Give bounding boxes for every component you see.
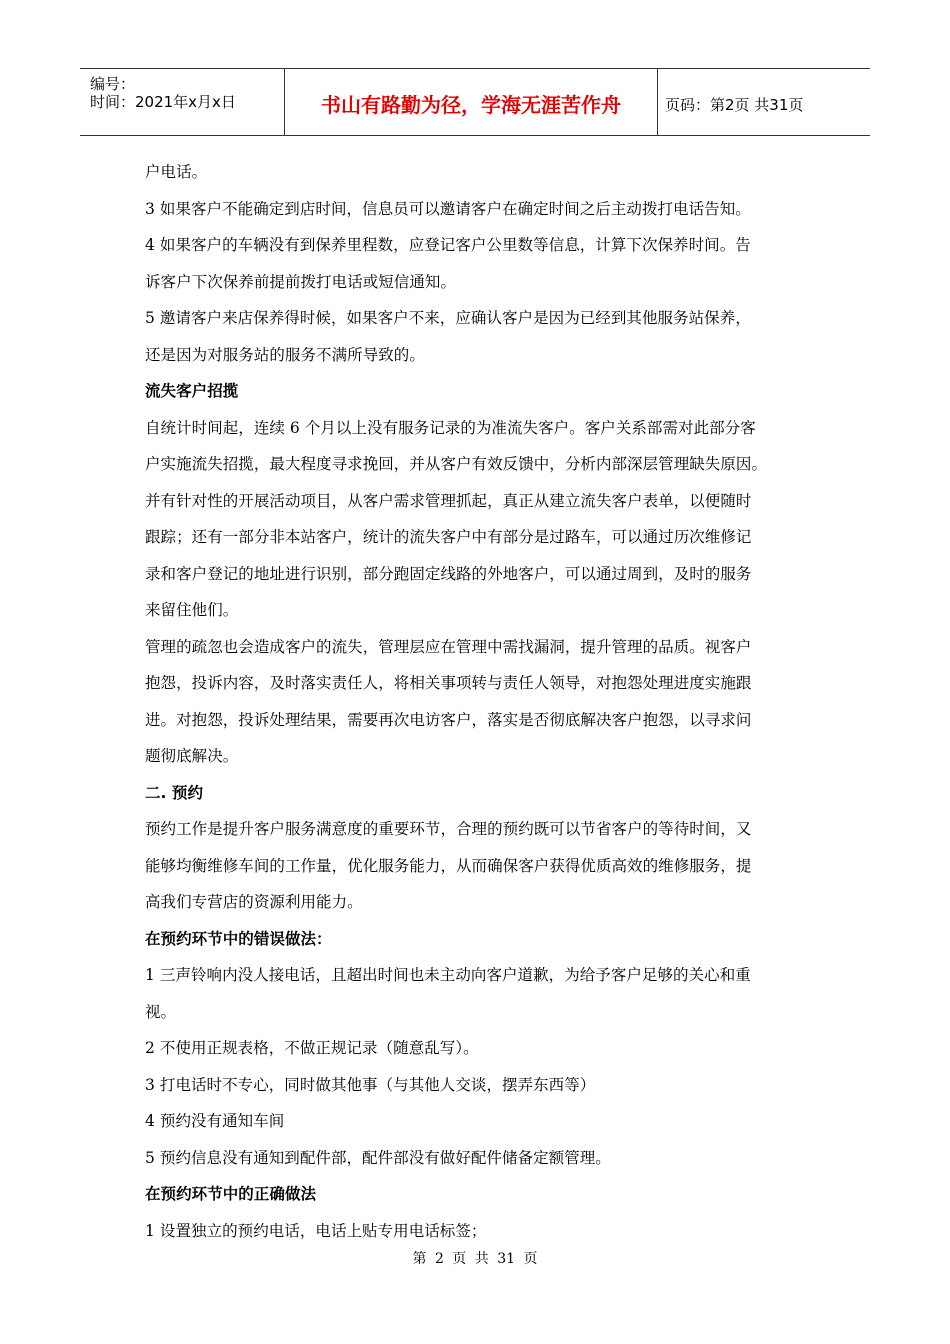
body-text-line: 并有针对性的开展活动项目，从客户需求管理抓起，真正从建立流失客户表单，以便随时 <box>145 491 752 510</box>
section-heading: 流失客户招揽 <box>145 382 239 400</box>
time-label: 时间：2021年x月x日 <box>90 93 236 111</box>
document-body <box>145 154 815 1249</box>
section-heading: 二. 预约 <box>145 783 204 802</box>
section-heading: 在预约环节中的正确做法 <box>145 1185 317 1203</box>
body-text-line: 诉客户下次保养前提前拨打电话或短信通知。 <box>145 272 457 291</box>
body-text-line: 高我们专营店的资源利用能力。 <box>145 893 363 911</box>
body-text-line: 3 打电话时不专心，同时做其他事（与其他人交谈，摆弄东西等） <box>145 1075 596 1094</box>
body-text-line: 1 三声铃响内没人接电话，且超出时间也未主动向客户道歉，为给予客户足够的关心和重 <box>145 966 751 984</box>
section-heading: 在预约环节中的错误做法： <box>145 929 332 948</box>
body-text-line: 4 预约没有通知车间 <box>145 1112 285 1130</box>
body-text-line: 跟踪；还有一部分非本站客户，统计的流失客户中有部分是过路车，可以通过历次维修记 <box>145 528 752 546</box>
body-text-line: 4 如果客户的车辆没有到保养里程数，应登记客户公里数等信息，计算下次保养时间。告 <box>145 236 751 254</box>
page-label: 页码：第2页 共31页 <box>665 96 804 114</box>
body-text-line: 能够均衡维修车间的工作量，优化服务能力，从而确保客户获得优质高效的维修服务，提 <box>145 856 752 875</box>
page-footer: 第 2 页 共 31 页 <box>412 1251 538 1267</box>
header-divider <box>657 69 658 135</box>
body-text-line: 5 预约信息没有通知到配件部，配件部没有做好配件储备定额管理。 <box>145 1148 611 1167</box>
body-text-line: 来留住他们。 <box>145 601 239 619</box>
body-text-line: 自统计时间起，连续 6 个月以上没有服务记录的为准流失客户。客户关系部需对此部分客 <box>145 418 756 437</box>
number-label: 编号： <box>90 75 136 93</box>
body-text-line: 3 如果客户不能确定到店时间，信息员可以邀请客户在确定时间之后主动拨打电话告知。 <box>145 199 751 218</box>
body-text-line: 预约工作是提升客户服务满意度的重要环节，合理的预约既可以节省客户的等待时间，又 <box>145 820 752 838</box>
body-text-line: 录和客户登记的地址进行识别，部分跑固定线路的外地客户，可以通过周到，及时的服务 <box>145 564 752 583</box>
body-text-line: 户实施流失招揽，最大程度寻求挽回，并从客户有效反馈中，分析内部深层管理缺失原因。 <box>145 455 768 473</box>
document-header <box>80 68 870 136</box>
body-text-line: 管理的疏忽也会造成客户的流失，管理层应在管理中需找漏洞，提升管理的品质。视客户 <box>145 637 752 656</box>
header-motto: 书山有路勤为径，学海无涯苦作舟 <box>321 93 621 117</box>
body-text-line: 2 不使用正规表格，不做正规记录（随意乱写）。 <box>145 1039 479 1057</box>
body-text-line: 进。对抱怨，投诉处理结果，需要再次电访客户，落实是否彻底解决客户抱怨，以寻求问 <box>145 710 752 729</box>
body-text-line: 抱怨，投诉内容，及时落实责任人，将相关事项转与责任人领导，对抱怨处理进度实施跟 <box>145 674 752 692</box>
body-text-line: 视。 <box>145 1002 177 1021</box>
body-text-line: 5 邀请客户来店保养得时候，如果客户不来，应确认客户是因为已经到其他服务站保养， <box>145 309 751 327</box>
body-text-line: 还是因为对服务站的服务不满所导致的。 <box>145 345 425 364</box>
body-text-line: 户电话。 <box>145 163 208 181</box>
body-text-line: 题彻底解决。 <box>145 747 239 765</box>
body-text-line: 1 设置独立的预约电话，电话上贴专用电话标签； <box>145 1221 487 1240</box>
